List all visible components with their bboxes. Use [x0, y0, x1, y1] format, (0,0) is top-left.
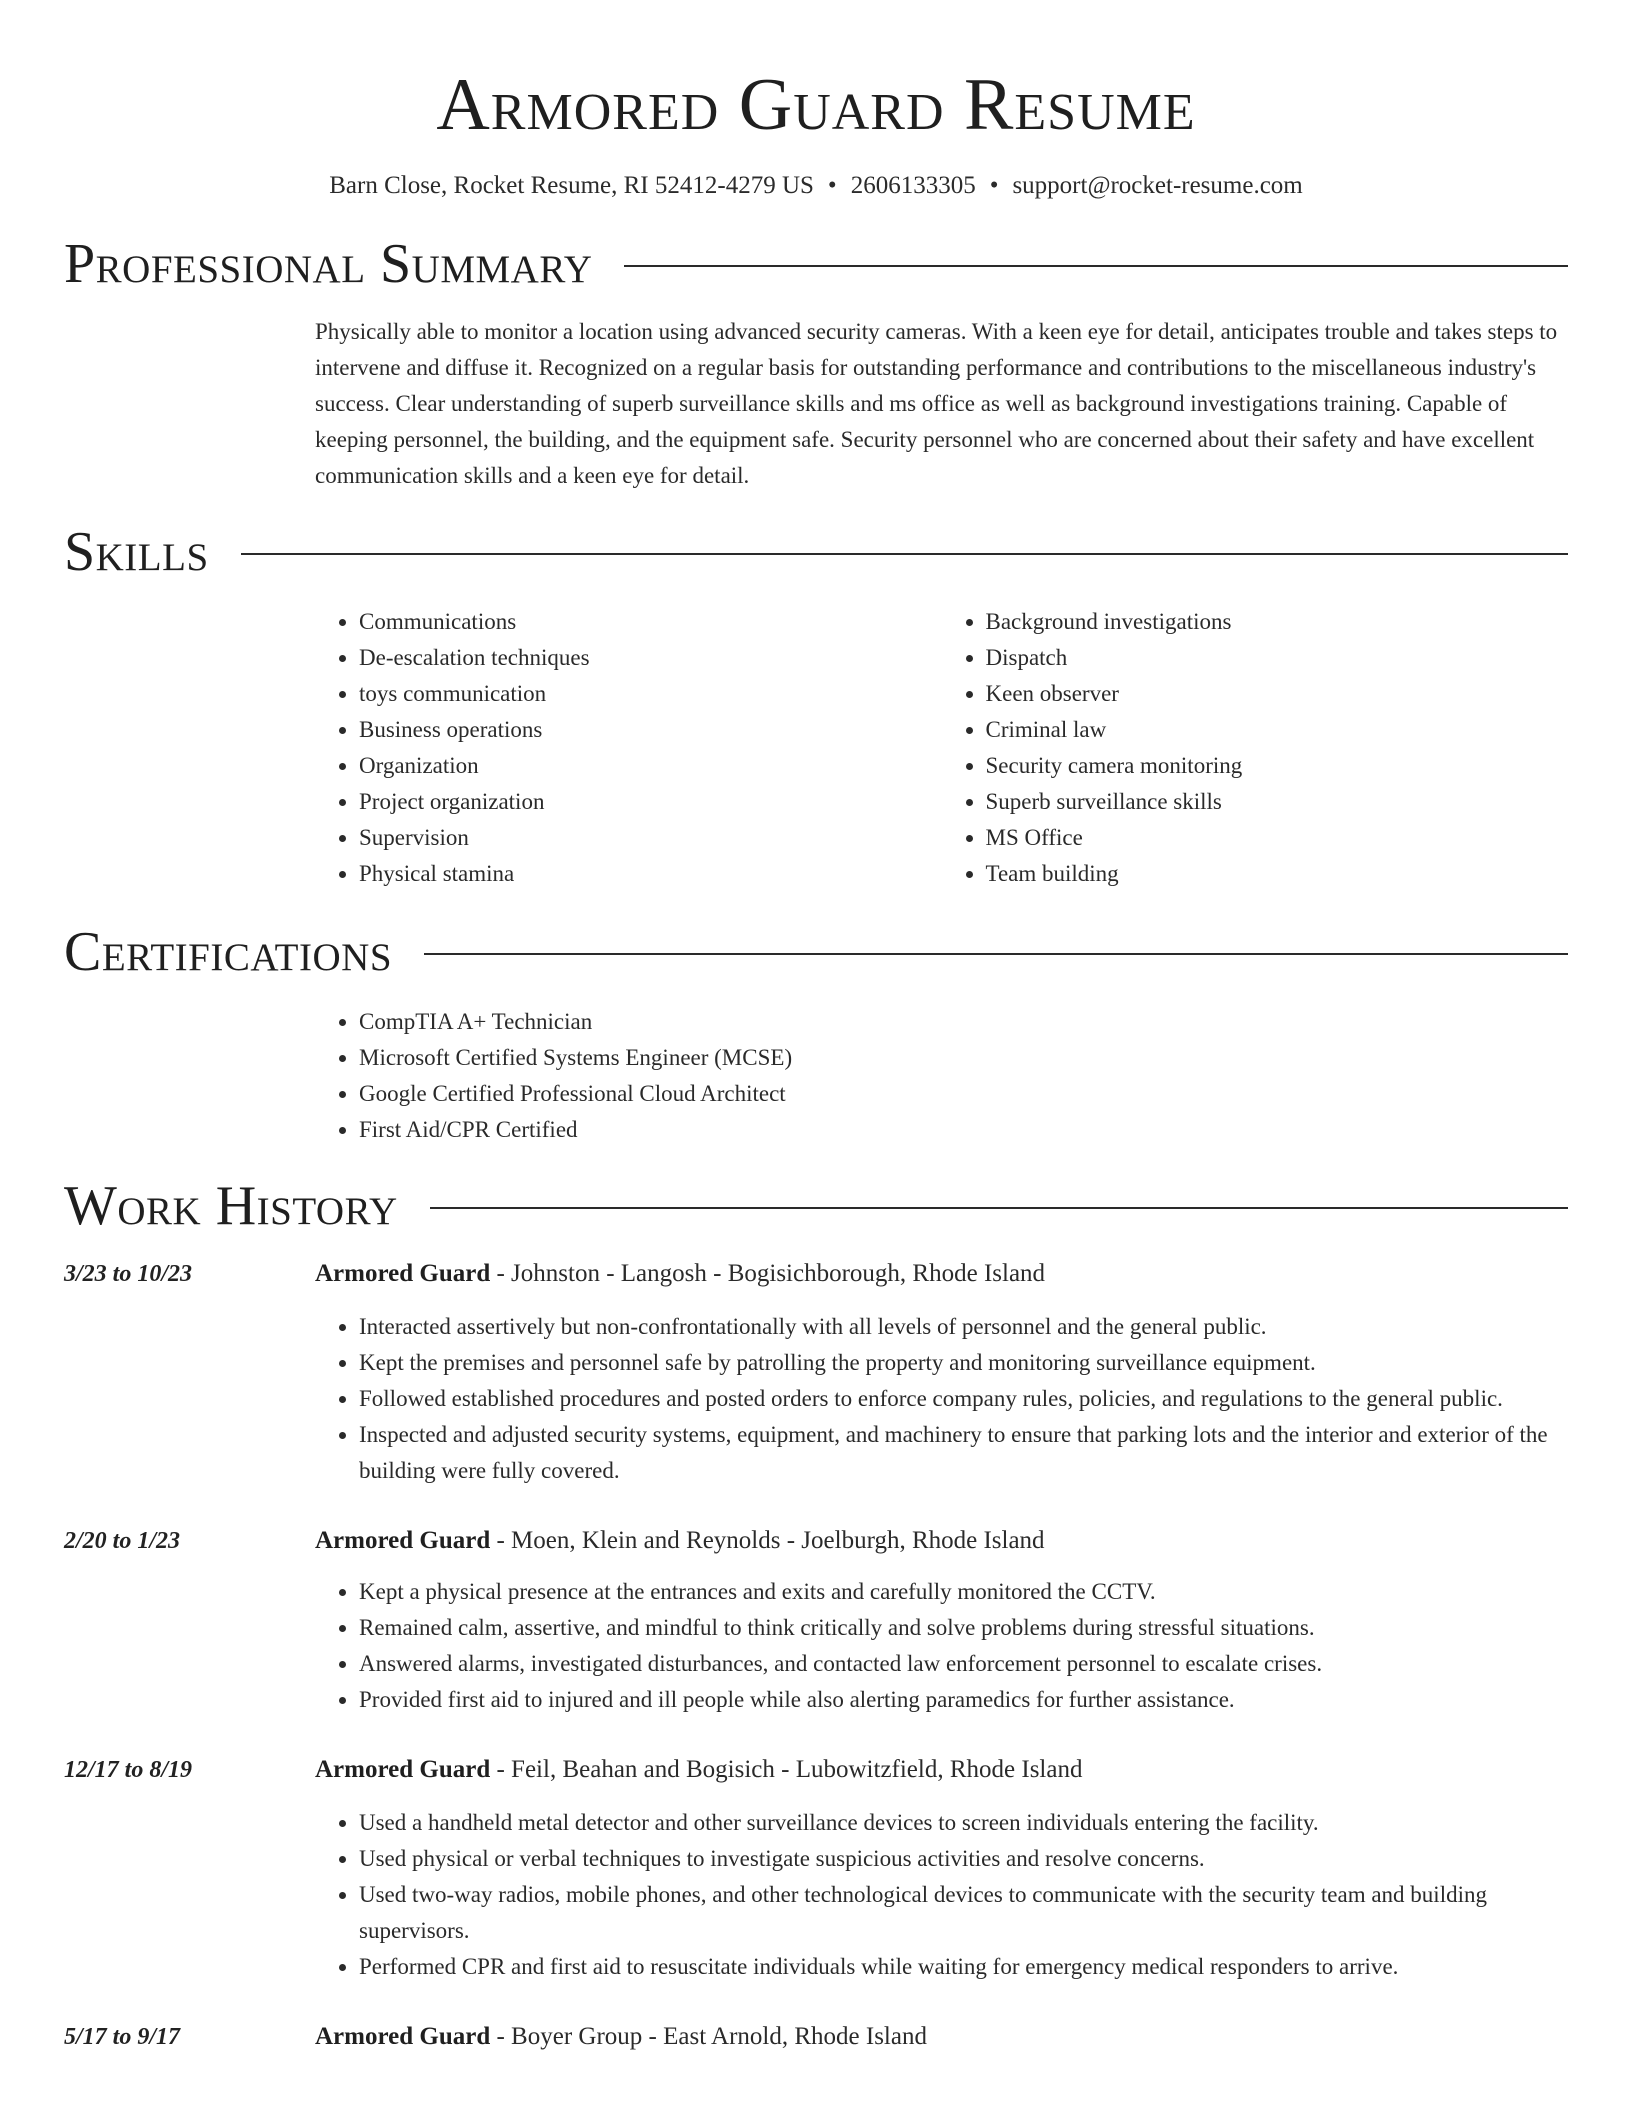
skills-column-right — [942, 604, 1569, 892]
job-title: Armored Guard — [315, 1527, 491, 1554]
job-entry — [64, 1256, 1568, 1489]
job-body — [315, 2019, 927, 2055]
skill-item: • Keen observer — [986, 676, 1569, 712]
skill-item: • MS Office — [986, 820, 1569, 856]
skill-item: • Project organization — [359, 784, 942, 820]
job-duty-item: • Remained calm, assertive, and mindful to think critically and solve problems during stressful situations. — [359, 1610, 1322, 1646]
summary-text: Physically able to monitor a location using advanced security cameras. With a keen eye for detail, anticipates trouble and takes steps to intervene and diffuse it. Recognized on a regular basis for outstanding performance and contributions to the miscellaneous industry's success. Clear understanding of superb surveillance skills and ms office as well as background investigations training. Capable of keeping personnel, the building, and the equipment safe. Security personnel who are concerned about their safety and have excellent communication skills and a keen eye for detail. — [315, 319, 1558, 488]
job-duty-item: • Kept the premises and personnel safe by patrolling the property and monitoring surveillance equipment. — [359, 1345, 1568, 1381]
job-body — [315, 1523, 1322, 1718]
contact-phone: 2606133305 — [850, 172, 976, 199]
work-history-heading: Work History — [64, 1175, 398, 1237]
job-company: - Johnston - Langosh - Bogisichborough, Rhode Island — [490, 1260, 1046, 1287]
job-entry — [64, 2019, 1568, 2055]
job-company: - Feil, Beahan and Bogisich - Lubowitzfield, Rhode Island — [490, 1756, 1083, 1783]
skill-item: • Dispatch — [986, 640, 1569, 676]
section-divider — [241, 553, 1568, 555]
skills-list — [315, 604, 1568, 892]
certifications-list — [315, 1004, 1568, 1148]
job-body — [315, 1752, 1568, 1985]
skill-item: • Communications — [359, 604, 942, 640]
job-dates: 12/17 to 8/19 — [64, 1757, 193, 1783]
contact-address: Barn Close, Rocket Resume, RI 52412-4279 US — [329, 172, 814, 199]
skill-item: • Superb surveillance skills — [986, 784, 1569, 820]
contact-email[interactable]: support@rocket-resume.com — [1012, 172, 1303, 199]
skill-item: • Security camera monitoring — [986, 748, 1569, 784]
skill-item: • Physical stamina — [359, 856, 942, 892]
job-entry — [64, 1752, 1568, 1985]
skill-item: • De-escalation techniques — [359, 640, 942, 676]
job-duties — [315, 1805, 1568, 1985]
job-duty-item: • Kept a physical presence at the entrances and exits and carefully monitored the CCTV. — [359, 1574, 1322, 1610]
job-entry — [64, 1523, 1568, 1718]
contact-line — [64, 170, 1568, 202]
certification-item: • CompTIA A+ Technician — [359, 1004, 1568, 1040]
job-header — [315, 1523, 1322, 1559]
job-duty-item: • Followed established procedures and posted orders to enforce company rules, policies, and regulations to the general public. — [359, 1381, 1568, 1417]
job-title: Armored Guard — [315, 2023, 491, 2050]
skill-item: • Criminal law — [986, 712, 1569, 748]
certification-item: • First Aid/CPR Certified — [359, 1112, 1568, 1148]
job-header — [315, 2019, 927, 2055]
section-divider — [430, 1207, 1568, 1209]
job-duty-item: • Inspected and adjusted security systems, equipment, and machinery to ensure that parking lots and the interior and exterior of the building were fully covered. — [359, 1417, 1568, 1489]
job-body — [315, 1256, 1568, 1489]
work-history-section-header — [64, 1174, 1568, 1238]
contact-separator: • — [827, 172, 837, 199]
job-title: Armored Guard — [315, 1260, 491, 1287]
contact-separator: • — [989, 172, 999, 199]
job-duty-item: • Answered alarms, investigated disturbances, and contacted law enforcement personnel to escalate crises. — [359, 1646, 1322, 1682]
skills-column-left — [315, 604, 942, 892]
job-header — [315, 1752, 1568, 1788]
summary-section-header — [64, 232, 1568, 296]
skill-item: • Supervision — [359, 820, 942, 856]
job-company: - Boyer Group - East Arnold, Rhode Island — [490, 2023, 927, 2050]
job-dates: 5/17 to 9/17 — [64, 2024, 181, 2050]
job-duty-item: • Used two-way radios, mobile phones, and other technological devices to communicate with the security team and building supervisors. — [359, 1877, 1568, 1949]
resume-title: Armored Guard Resume — [436, 64, 1196, 146]
job-duty-item: • Used physical or verbal techniques to investigate suspicious activities and resolve concerns. — [359, 1841, 1568, 1877]
job-company: - Moen, Klein and Reynolds - Joelburgh, Rhode Island — [490, 1527, 1045, 1554]
job-duty-item: • Provided first aid to injured and ill people while also alerting paramedics for further assistance. — [359, 1682, 1322, 1718]
skills-section-header — [64, 520, 1568, 584]
job-header — [315, 1256, 1568, 1292]
job-duty-item: • Used a handheld metal detector and other surveillance devices to screen individuals entering the facility. — [359, 1805, 1568, 1841]
job-duties — [315, 1309, 1568, 1489]
section-divider — [624, 265, 1568, 267]
job-duties — [315, 1574, 1322, 1718]
skill-item: • Business operations — [359, 712, 942, 748]
job-duty-item: • Performed CPR and first aid to resuscitate individuals while waiting for emergency medical responders to arrive. — [359, 1949, 1568, 1985]
job-dates: 3/23 to 10/23 — [64, 1261, 193, 1287]
job-duty-item: • Interacted assertively but non-confrontationally with all levels of personnel and the general public. — [359, 1309, 1568, 1345]
resume-page — [64, 0, 1568, 2055]
job-title: Armored Guard — [315, 1756, 491, 1783]
skill-item: • toys communication — [359, 676, 942, 712]
skill-item: • Background investigations — [986, 604, 1569, 640]
certifications-heading: Certifications — [64, 921, 393, 983]
skill-item: • Team building — [986, 856, 1569, 892]
skill-item: • Organization — [359, 748, 942, 784]
certification-item: • Google Certified Professional Cloud Architect — [359, 1076, 1568, 1112]
skills-heading: Skills — [64, 521, 209, 583]
job-dates: 2/20 to 1/23 — [64, 1528, 181, 1554]
summary-body — [315, 314, 1568, 494]
certification-item: • Microsoft Certified Systems Engineer (MCSE) — [359, 1040, 1568, 1076]
certifications-section-header — [64, 920, 1568, 984]
summary-heading: Professional Summary — [64, 233, 593, 295]
section-divider — [424, 953, 1568, 955]
